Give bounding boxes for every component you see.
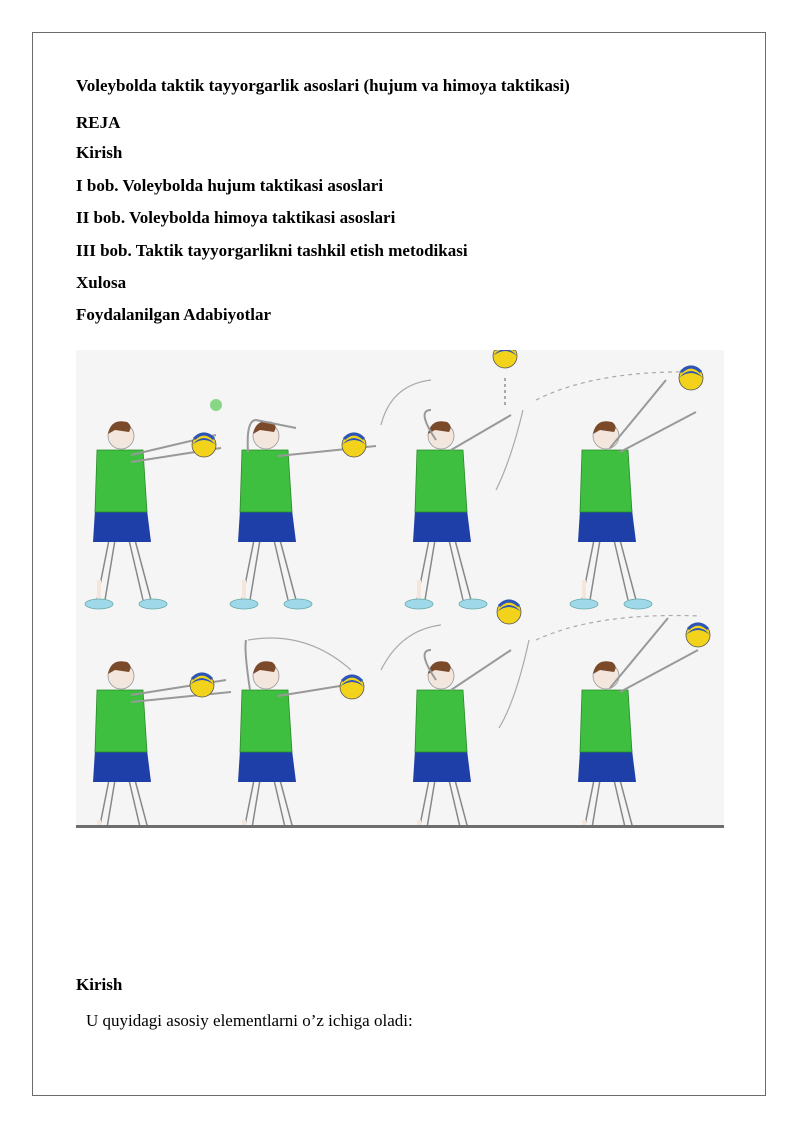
plan-item: III bob. Taktik tayyorgarlikni tashkil etish metodikasi: [76, 241, 468, 260]
figure-bottom-rule: [76, 825, 724, 828]
plan-heading: REJA: [76, 113, 121, 132]
section-heading: Kirish: [76, 975, 123, 994]
volleyball-serve-illustration: [76, 350, 724, 828]
plan-item: Xulosa: [76, 273, 127, 292]
plan-item: II bob. Voleybolda himoya taktikasi asoslari: [76, 208, 396, 227]
plan-item: Kirish: [76, 143, 123, 162]
document-title: Voleybolda taktik tayyorgarlik asoslari (hujum va himoya taktikasi): [76, 76, 570, 95]
plan-item: Foydalanilgan Adabiyotlar: [76, 305, 272, 324]
plan-item: I bob. Voleybolda hujum taktikasi asoslari: [76, 176, 384, 195]
section-paragraph: U quyidagi asosiy elementlarni o’z ichiga oladi:: [86, 1011, 413, 1030]
